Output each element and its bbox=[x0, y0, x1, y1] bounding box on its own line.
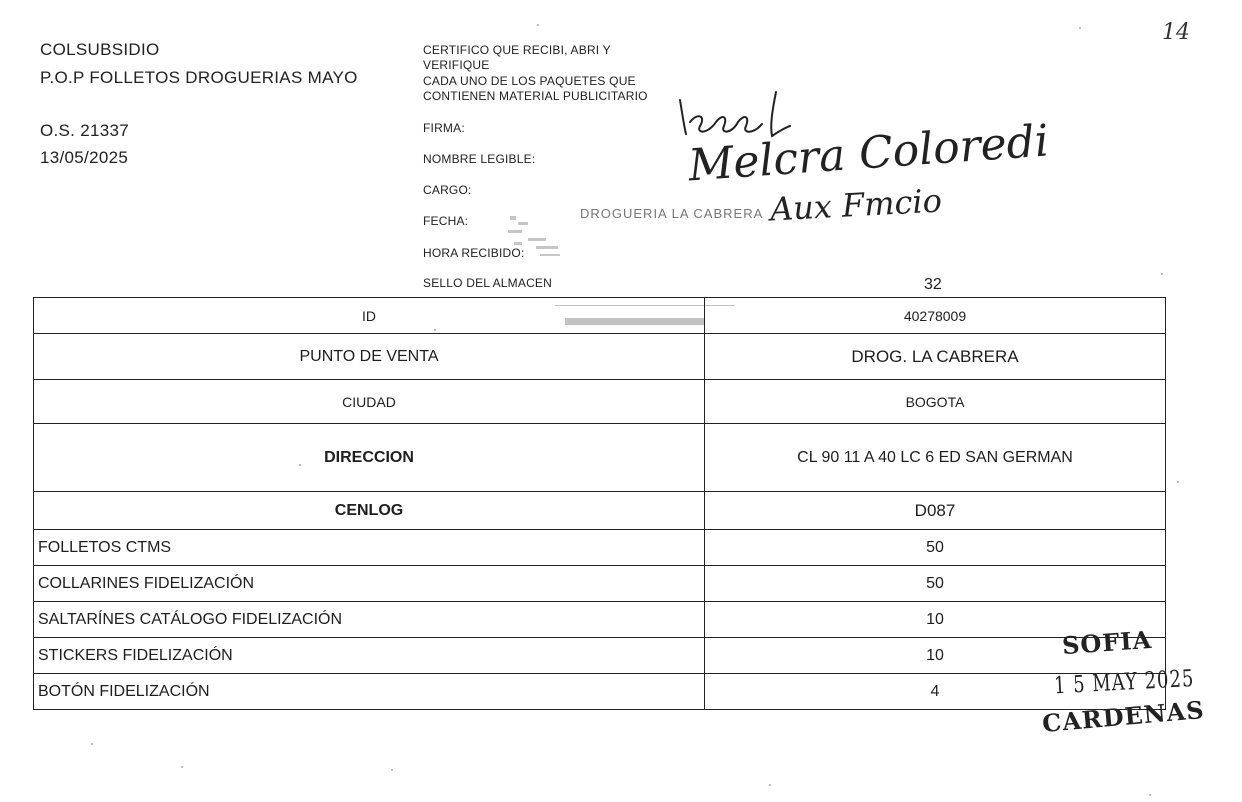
receipt-stamp-first-name: SOFIA bbox=[1061, 624, 1154, 661]
page-number: 14 bbox=[1162, 20, 1190, 45]
cell-value-punto-venta: DROG. LA CABRERA bbox=[705, 334, 1166, 380]
cell-value-direccion: CL 90 11 A 40 LC 6 ED SAN GERMAN bbox=[705, 424, 1166, 492]
campaign-title: P.O.P FOLLETOS DROGUERIAS MAYO bbox=[40, 68, 358, 87]
label-cargo: CARGO: bbox=[423, 183, 472, 197]
cell-item-stickers: STICKERS FIDELIZACIÓN bbox=[34, 638, 705, 674]
cell-item-boton: BOTÓN FIDELIZACIÓN bbox=[34, 674, 705, 710]
receipt-stamp-last-name: CARDENAS bbox=[1041, 694, 1206, 739]
cell-value-ciudad: BOGOTA bbox=[705, 380, 1166, 424]
handwritten-count: 32 bbox=[924, 276, 942, 293]
label-firma: FIRMA: bbox=[423, 121, 465, 135]
cell-item-collarines: COLLARINES FIDELIZACIÓN bbox=[34, 566, 705, 602]
cell-item-saltarines: SALTARÍNES CATÁLOGO FIDELIZACIÓN bbox=[34, 602, 705, 638]
certification-line-2: VERIFIQUE bbox=[423, 58, 490, 72]
label-hora-recibido: HORA RECIBIDO: bbox=[423, 246, 525, 260]
certification-line-1: CERTIFICO QUE RECIBI, ABRI Y bbox=[423, 43, 611, 57]
label-sello-almacen: SELLO DEL ALMACEN bbox=[423, 276, 553, 290]
cell-label-ciudad: CIUDAD bbox=[34, 380, 705, 424]
company-name: COLSUBSIDIO bbox=[40, 40, 160, 59]
cell-label-direccion: DIRECCION bbox=[34, 424, 705, 492]
receipt-stamp-date: 1 5 MAY 2025 bbox=[1053, 665, 1196, 700]
cell-qty-folletos: 50 bbox=[705, 530, 1166, 566]
cell-label-id: ID bbox=[34, 298, 705, 334]
cell-qty-stickers: 10 bbox=[705, 638, 1166, 674]
cell-value-id: 40278009 bbox=[705, 298, 1166, 334]
cell-value-cenlog: D087 bbox=[705, 492, 1166, 530]
cell-qty-collarines: 50 bbox=[705, 566, 1166, 602]
document-date: 13/05/2025 bbox=[40, 148, 129, 167]
certification-line-4: CONTIENEN MATERIAL PUBLICITARIO bbox=[423, 89, 648, 103]
handwritten-cargo: Aux Fmcio bbox=[769, 181, 943, 229]
label-nombre-legible: NOMBRE LEGIBLE: bbox=[423, 152, 536, 166]
label-fecha: FECHA: bbox=[423, 214, 469, 228]
handwritten-name: Melcra Coloredi bbox=[686, 115, 1051, 192]
order-number: O.S. 21337 bbox=[40, 121, 130, 140]
cell-item-folletos: FOLLETOS CTMS bbox=[34, 530, 705, 566]
cell-qty-boton: 4 bbox=[705, 674, 1166, 710]
cell-label-punto-venta: PUNTO DE VENTA bbox=[34, 334, 705, 380]
certification-line-3: CADA UNO DE LOS PAQUETES QUE bbox=[423, 74, 636, 88]
cell-label-cenlog: CENLOG bbox=[34, 492, 705, 530]
store-stamp: DROGUERIA LA CABRERA bbox=[580, 206, 764, 221]
cell-qty-saltarines: 10 bbox=[705, 602, 1166, 638]
